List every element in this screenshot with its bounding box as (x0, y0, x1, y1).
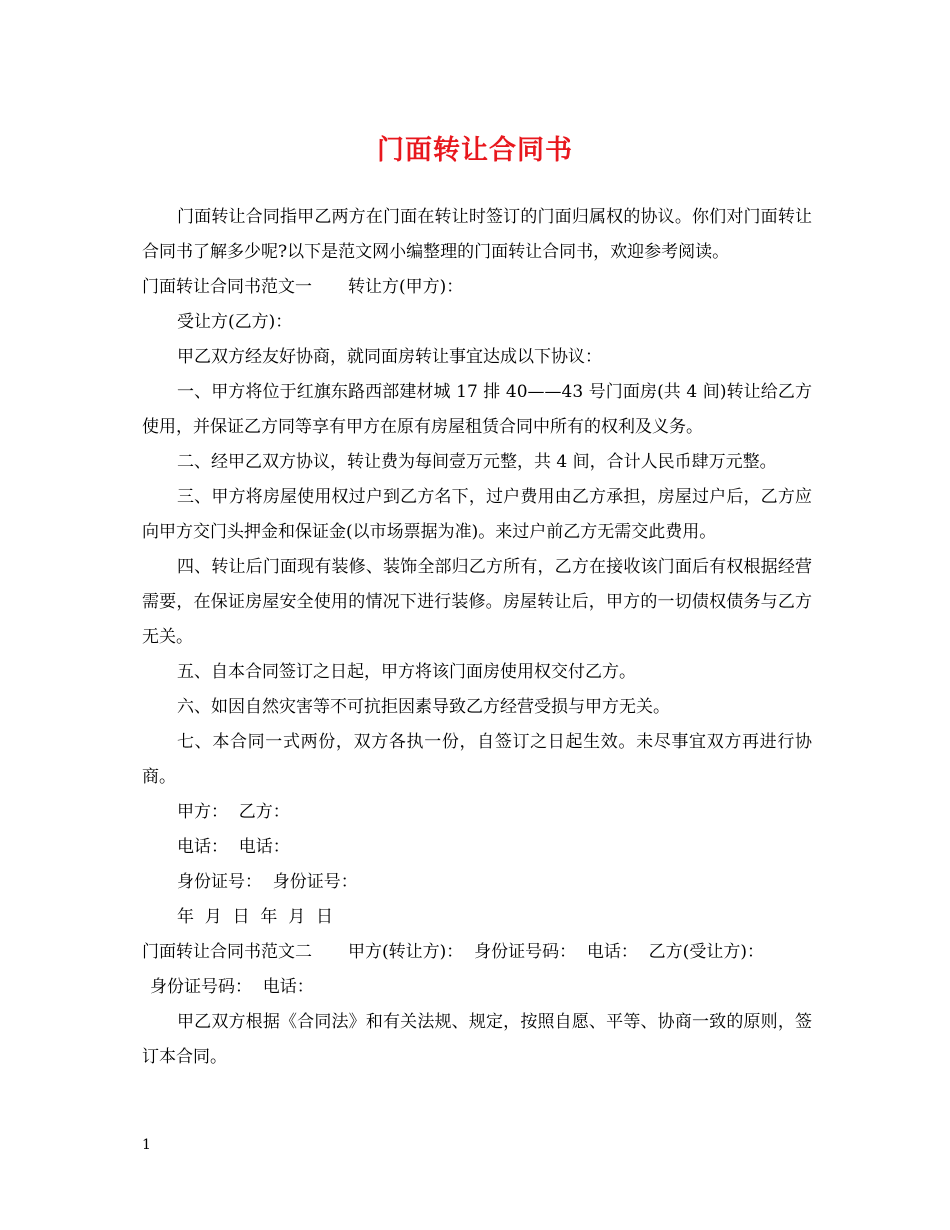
closing-paragraph: 甲乙双方根据《合同法》和有关法规、规定，按照自愿、平等、协商一致的原则，签订本合同。 (142, 1012, 812, 1067)
section-two-line (142, 935, 812, 970)
section-two-parties: 甲方(转让方)： 身份证号码： 电话： 乙方(受让方)： (348, 942, 764, 962)
clause-4: 四、转让后门面现有装修、装饰全部归乙方所有，乙方在接收该门面后有权根据经营需要，在保证房屋安全使用的情况下进行装修。房屋转让后，甲方的一切债权债务与乙方无关。 (142, 557, 812, 647)
section-one-heading: 门面转让合同书范文一 (142, 277, 312, 297)
clause-6: 六、如因自然灾害等不可抗拒因素导致乙方经营受损与甲方无关。 (177, 697, 670, 717)
agreement-intro: 甲乙双方经友好协商，就同面房转让事宜达成以下协议： (177, 347, 602, 367)
section-two-continuation-text: 身份证号码： 电话： (150, 977, 314, 997)
page-number: 1 (142, 1137, 151, 1153)
section-one-transferor: 转让方(甲方)： (348, 277, 464, 297)
clause-5: 五、自本合同签订之日起，甲方将该门面房使用权交付乙方。 (177, 662, 636, 682)
signature-dates: 年 月 日 年 月 日 (177, 907, 334, 927)
signature-phones: 电话： 电话： (177, 837, 290, 857)
clause-3: 三、甲方将房屋使用权过户到乙方名下，过户费用由乙方承担，房屋过户后，乙方应向甲方交门头押金和保证金(以市场票据为准)。来过户前乙方无需交此费用。 (142, 487, 812, 542)
section-one-line (142, 270, 812, 305)
transferee-line: 受让方(乙方)： (177, 312, 293, 332)
document-title: 门面转让合同书 (377, 135, 573, 166)
signature-id-numbers: 身份证号： 身份证号： (177, 872, 358, 892)
signature-parties: 甲方： 乙方： (177, 802, 290, 822)
section-two-continuation (142, 970, 812, 1005)
clause-1: 一、甲方将位于红旗东路西部建材城 17 排 40——43 号门面房(共 4 间)转让给乙方使用，并保证乙方同等享有甲方在原有房屋租赁合同中所有的权利及义务。 (142, 382, 812, 437)
intro-paragraph: 门面转让合同指甲乙两方在门面在转让时签订的门面归属权的协议。你们对门面转让合同书了解多少呢?以下是范文网小编整理的门面转让合同书，欢迎参考阅读。 (142, 207, 812, 262)
document-body (142, 200, 812, 1075)
clause-7: 七、本合同一式两份，双方各执一份，自签订之日起生效。未尽事宜双方再进行协商。 (142, 732, 812, 787)
section-two-heading: 门面转让合同书范文二 (142, 942, 312, 962)
clause-2: 二、经甲乙双方协议，转让费为每间壹万元整，共 4 间，合计人民币肆万元整。 (177, 452, 777, 472)
